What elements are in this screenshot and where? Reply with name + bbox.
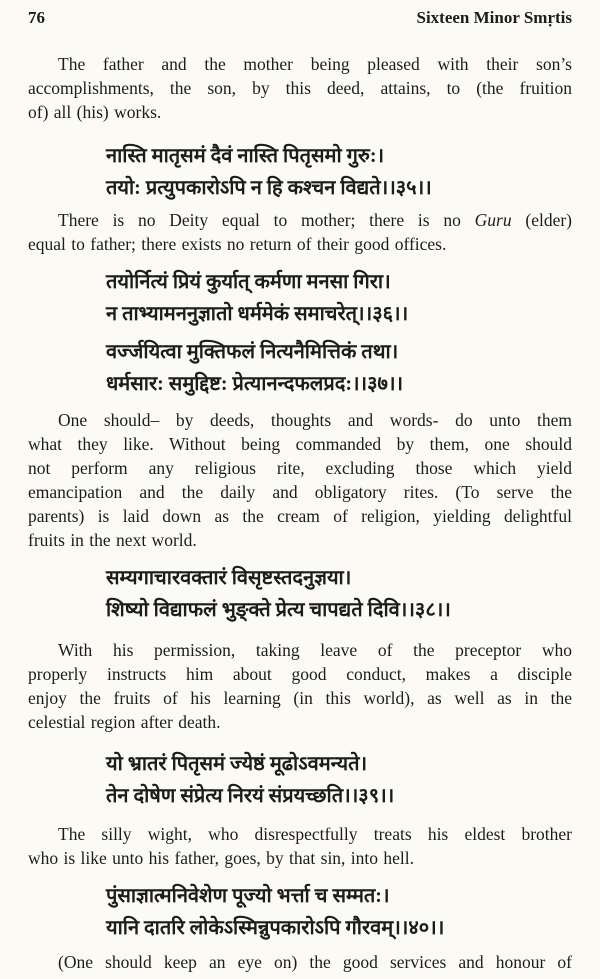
verse-36 xyxy=(28,266,572,330)
paragraph-line: parents) is laid down as the cream of religion, yielding delightful xyxy=(28,506,572,526)
page-header xyxy=(28,8,572,28)
page-number: 76 xyxy=(28,8,45,27)
paragraph-2 xyxy=(28,208,572,256)
verse-line: शिष्यो विद्याफलं भुङ्क्ते प्रेत्य चापद्यते दिवि।।३८।। xyxy=(106,599,451,621)
paragraph-5 xyxy=(28,822,572,870)
text-run: (elder) xyxy=(511,210,572,230)
paragraph-3 xyxy=(28,408,572,552)
paragraph-line: who is like unto his father, goes, by that sin, into hell. xyxy=(28,848,415,868)
verse-line: सम्यगाचारवक्तारं विसृष्टस्तदनुज्ञया। xyxy=(106,567,352,589)
verse-35 xyxy=(28,140,572,204)
verse-line: न ताभ्यामननुज्ञातो धर्ममेकं समाचरेत्।।३६।। xyxy=(106,303,409,325)
text-run: There is no Deity equal to mother; there is no xyxy=(58,210,475,230)
paragraph-line: fruits in the next world. xyxy=(28,530,197,550)
paragraph-line: With his permission, taking leave of the preceptor who xyxy=(58,640,572,660)
verse-line: वर्ज्जयित्वा मुक्तिफलं नित्यनैमित्तिकं तथा। xyxy=(106,341,399,363)
paragraph-line: celestial region after death. xyxy=(28,712,221,732)
verse-line: यानि दातरि लोकेऽस्मिन्नुपकारोऽपि गौरवम्।।४०।। xyxy=(106,917,445,939)
paragraph-line: (One should keep an eye on) the good services and honour of xyxy=(58,952,572,972)
running-title: Sixteen Minor Smṛtis xyxy=(416,8,572,27)
paragraph-6 xyxy=(28,950,572,974)
paragraph-line: emancipation and the daily and obligatory rites. (To serve the xyxy=(28,482,572,502)
paragraph-line: of) all (his) works. xyxy=(28,102,162,122)
verse-40 xyxy=(28,880,572,944)
paragraph-line: One should– by deeds, thoughts and words- do unto them xyxy=(58,410,572,430)
paragraph-line: accomplishments, the son, by this deed, attains, to (the fruition xyxy=(28,78,572,98)
verse-line: तेन दोषेण संप्रेत्य निरयं संप्रयच्छति।।३९।। xyxy=(106,785,395,807)
verse-38 xyxy=(28,562,572,626)
paragraph-line: properly instructs him about good conduct, makes a disciple xyxy=(28,664,572,684)
verse-line: तयो: प्रत्युपकारोऽपि न हि कश्चन विद्यते।।३५।। xyxy=(106,177,432,199)
italic-text: Guru xyxy=(474,210,512,230)
paragraph-line xyxy=(28,208,572,232)
paragraph-line: what they like. Without being commanded by them, one should xyxy=(28,434,572,454)
paragraph-1 xyxy=(28,52,572,124)
verse-line: तयोर्नित्यं प्रियं कुर्यात् कर्मणा मनसा गिरा। xyxy=(106,271,391,293)
verse-37 xyxy=(28,336,572,400)
paragraph-line: equal to father; there exists no return of their good offices. xyxy=(28,234,447,254)
paragraph-line: The father and the mother being pleased with their son’s xyxy=(58,54,572,74)
paragraph-line: not perform any religious rite, excluding those which yield xyxy=(28,458,572,478)
verse-line: पुंसाज्ञात्मनिवेशेण पूज्यो भर्त्ता च सम्मत:। xyxy=(106,885,390,907)
verse-line: धर्मसार: समुद्दिष्ट: प्रेत्यानन्दफलप्रद:।।३७।। xyxy=(106,373,404,395)
verse-39 xyxy=(28,748,572,812)
verse-line: यो भ्रातरं पितृसमं ज्येष्ठं मूढोऽवमन्यते। xyxy=(106,753,368,775)
paragraph-line: The silly wight, who disrespectfully treats his eldest brother xyxy=(58,824,572,844)
paragraph-4 xyxy=(28,638,572,734)
paragraph-line: enjoy the fruits of his learning (in this world), as well as in the xyxy=(28,688,572,708)
verse-line: नास्ति मातृसमं दैवं नास्ति पितृसमो गुरु:। xyxy=(106,145,385,167)
